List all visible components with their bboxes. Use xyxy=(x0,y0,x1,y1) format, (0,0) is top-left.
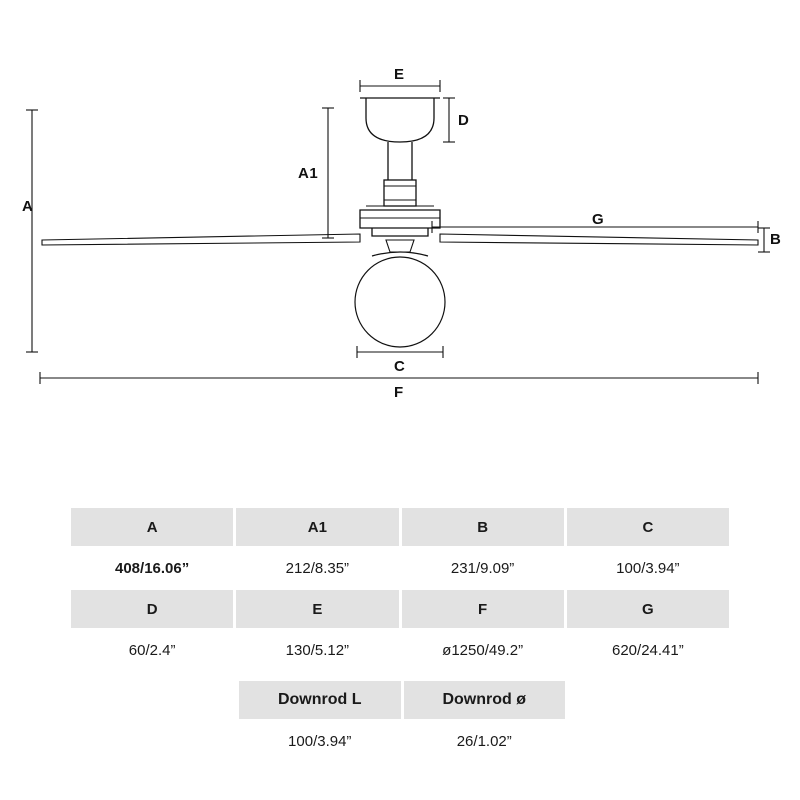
specification-table xyxy=(68,505,732,672)
header-cell-G: G xyxy=(567,590,729,628)
value-cell-A: 408/16.06” xyxy=(71,549,233,587)
value-cell-G: 620/24.41” xyxy=(567,631,729,669)
dim-label-C: C xyxy=(394,358,406,375)
value-cell-downrod-diameter: 26/1.02” xyxy=(404,722,566,760)
header-cell-downrod-length: Downrod L xyxy=(239,681,401,719)
dim-label-E: E xyxy=(394,66,405,83)
value-cell-C: 100/3.94” xyxy=(567,549,729,587)
dim-label-D: D xyxy=(458,112,470,129)
dim-label-G: G xyxy=(592,211,605,228)
header-cell-A: A xyxy=(71,508,233,546)
downrod-table xyxy=(236,678,568,763)
header-cell-A1: A1 xyxy=(236,508,398,546)
value-cell-B: 231/9.09” xyxy=(402,549,564,587)
dim-label-F: F xyxy=(394,384,404,401)
header-cell-F: F xyxy=(402,590,564,628)
header-cell-B: B xyxy=(402,508,564,546)
table-row-values-2 xyxy=(71,631,729,669)
value-cell-E: 130/5.12” xyxy=(236,631,398,669)
header-cell-downrod-diameter: Downrod ø xyxy=(404,681,566,719)
dim-label-B: B xyxy=(770,231,782,248)
table-row-headers-1 xyxy=(71,508,729,546)
value-cell-F: ø1250/49.2” xyxy=(402,631,564,669)
header-cell-C: C xyxy=(567,508,729,546)
table-row-values-downrod xyxy=(239,722,565,760)
value-cell-D: 60/2.4” xyxy=(71,631,233,669)
dim-label-A1: A1 xyxy=(298,165,319,182)
dim-label-A: A xyxy=(22,198,34,215)
header-cell-E: E xyxy=(236,590,398,628)
table-row-values-1 xyxy=(71,549,729,587)
table-row-headers-2 xyxy=(71,590,729,628)
value-cell-downrod-length: 100/3.94” xyxy=(239,722,401,760)
header-cell-D: D xyxy=(71,590,233,628)
table-row-headers-downrod xyxy=(239,681,565,719)
value-cell-A1: 212/8.35” xyxy=(236,549,398,587)
